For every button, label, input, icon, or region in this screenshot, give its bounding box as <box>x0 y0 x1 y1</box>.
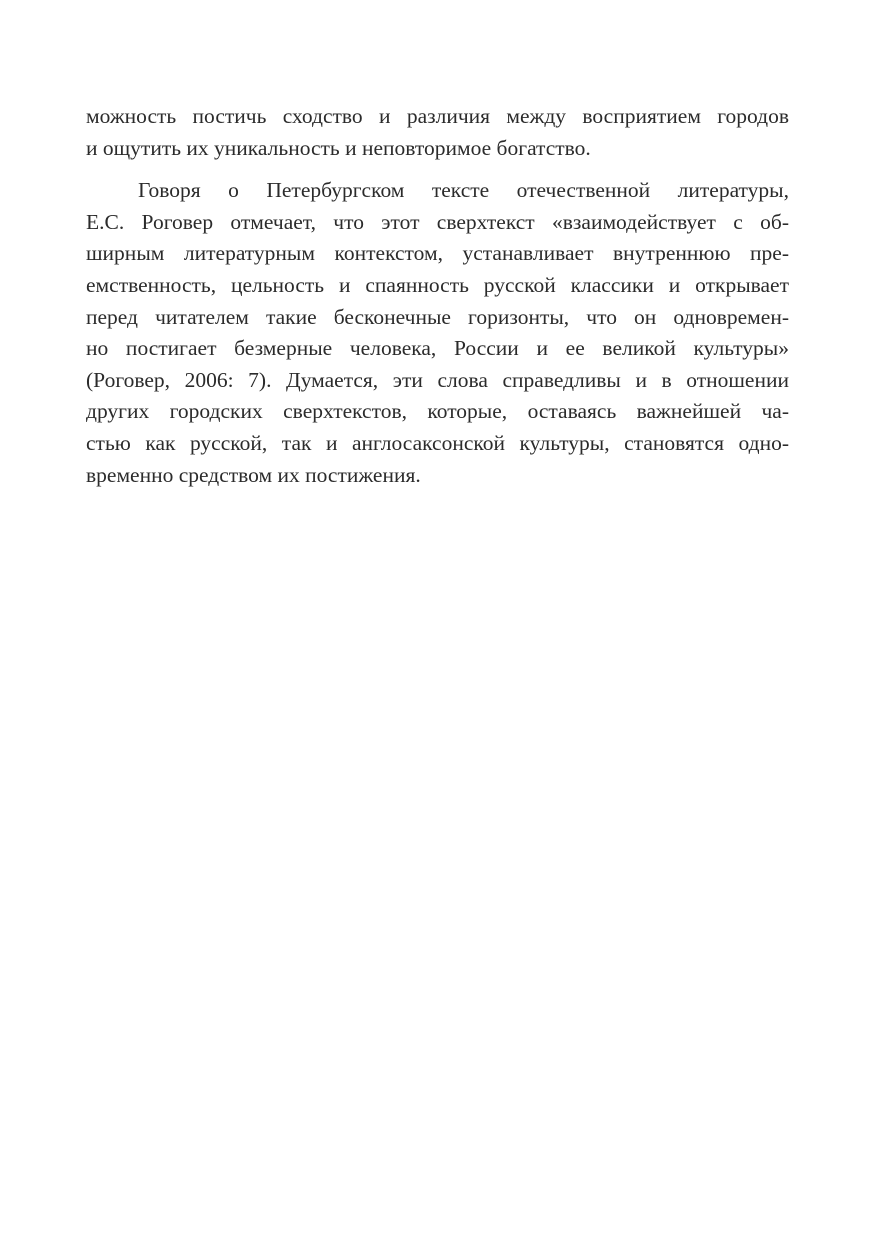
paragraph-1 <box>86 101 789 164</box>
paragraph-2 <box>86 175 789 491</box>
text-line: временно средством их постижения. <box>86 462 421 487</box>
text-line: Говоря о Петербургском тексте отечественной литературы, <box>138 178 789 203</box>
body-text <box>86 101 789 491</box>
text-line: стью как русской, так и англосаксонской культуры, становятся одно- <box>86 430 789 455</box>
text-line: других городских сверхтекстов, которые, оставаясь важнейшей ча- <box>86 399 789 424</box>
text-line: и ощутить их уникальность и неповторимое богатство. <box>86 135 591 160</box>
text-line: перед читателем такие бесконечные горизонты, что он одновремен- <box>86 304 789 329</box>
paragraph-spacing <box>86 164 789 175</box>
text-line: (Роговер, 2006: 7). Думается, эти слова справедливы и в отношении <box>86 367 789 392</box>
text-line: можность постичь сходство и различия между восприятием городов <box>86 104 789 128</box>
text-line: но постигает безмерные человека, России и ее великой культуры» <box>86 336 789 361</box>
text-line: емственность, цельность и спаянность русской классики и открывает <box>86 272 789 297</box>
text-line: Е.С. Роговер отмечает, что этот сверхтекст «взаимодействует с об- <box>86 209 789 234</box>
text-line: ширным литературным контекстом, устанавливает внутреннюю пре- <box>86 241 789 266</box>
